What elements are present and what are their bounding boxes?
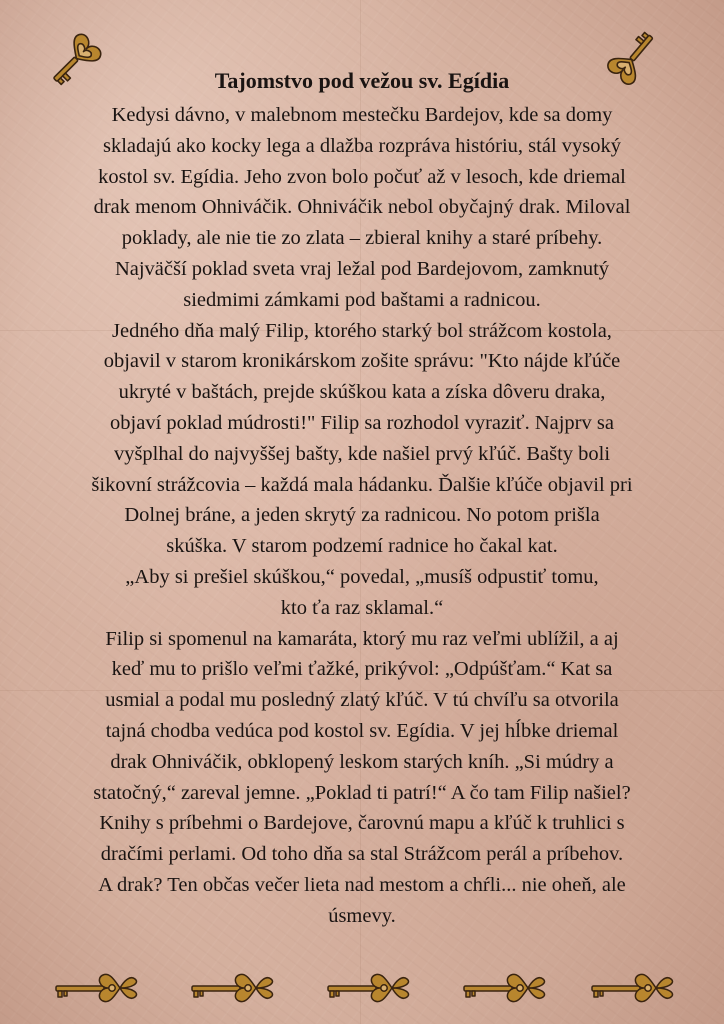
story-line: šikovní strážcovia – každá mala hádanku. Ďalšie kľúče objavil pri [91, 473, 633, 496]
story-line: skúška. V starom podzemí radnice ho čakal kat. [166, 535, 558, 558]
story-line: skladajú ako kocky lega a dlažba rozpráva históriu, stál vysoký [102, 134, 622, 157]
heart-key-icon [52, 972, 138, 1006]
story-title: Tajomstvo pod vežou sv. Egídia [214, 68, 510, 93]
story-line: A drak? Ten občas večer lieta nad mestom a chŕli... nie oheň, ale [98, 873, 626, 896]
story-line: statočný,“ zareval jemne. „Poklad ti patrí!“ A čo tam Filip našiel? [93, 781, 631, 804]
story-line: úsmevy. [328, 904, 396, 927]
story-line: siedmimi zámkami pod baštami a radnicou. [183, 288, 541, 311]
story-line: keď mu to prišlo veľmi ťažké, prikývol: „Odpúšťam.“ Kat sa [111, 658, 613, 681]
story-line: Kedysi dávno, v malebnom mestečku Bardejov, kde sa domy [111, 104, 613, 126]
story-line: usmial a podal mu posledný zlatý kľúč. V tú chvíľu sa otvorila [105, 689, 619, 712]
story-line: dračími perlami. Od toho dňa sa stal Strážcom perál a príbehov. [100, 843, 624, 866]
story-line: kto ťa raz sklamal.“ [280, 596, 444, 619]
story-line: Knihy s príbehmi o Bardejove, čarovnú mapu a kľúč k truhlici s [99, 812, 625, 835]
story-line: tajná chodba vedúca pod kostol sv. Egídia. V jej hĺbke driemal [105, 719, 619, 742]
heart-key-icon [324, 972, 410, 1006]
story-line: drak Ohniváčik, obklopený leskom starých kníh. „Si múdry a [110, 750, 614, 773]
story-line: kostol sv. Egídia. Jeho zvon bolo počuť až v lesoch, kde driemal [98, 165, 626, 188]
story-line: poklady, ale nie tie zo zlata – zbieral knihy a staré príbehy. [121, 227, 603, 250]
story-line: Najväčší poklad sveta vraj ležal pod Bardejovom, zamknutý [114, 257, 610, 280]
story-body [40, 100, 684, 932]
story-line: Jedného dňa malý Filip, ktorého starký bol strážcom kostola, [112, 319, 612, 342]
story-line: drak menom Ohniváčik. Ohniváčik nebol obyčajný drak. Miloval [93, 196, 631, 219]
story-line: objaví poklad múdrosti!" Filip sa rozhodol vyraziť. Najprv sa [110, 411, 614, 434]
story-line: objavil v starom kronikárskom zošite správu: "Kto nájde kľúče [103, 350, 621, 373]
story-line: Filip si spomenul na kamaráta, ktorý mu raz veľmi ublížil, a aj [105, 627, 619, 650]
story-line: Dolnej bráne, a jeden skrytý za radnicou. No potom prišla [124, 504, 600, 527]
heart-key-icon [460, 972, 546, 1006]
story-line: ukryté v baštách, prejde skúškou kata a získa dôveru draka, [118, 381, 606, 404]
heart-key-icon [588, 972, 674, 1006]
story-line: „Aby si prešiel skúškou,“ povedal, „musíš odpustiť tomu, [125, 565, 599, 588]
heart-key-icon [188, 972, 274, 1006]
story-line: vyšplhal do najvyššej bašty, kde našiel prvý kľúč. Bašty boli [113, 442, 611, 465]
